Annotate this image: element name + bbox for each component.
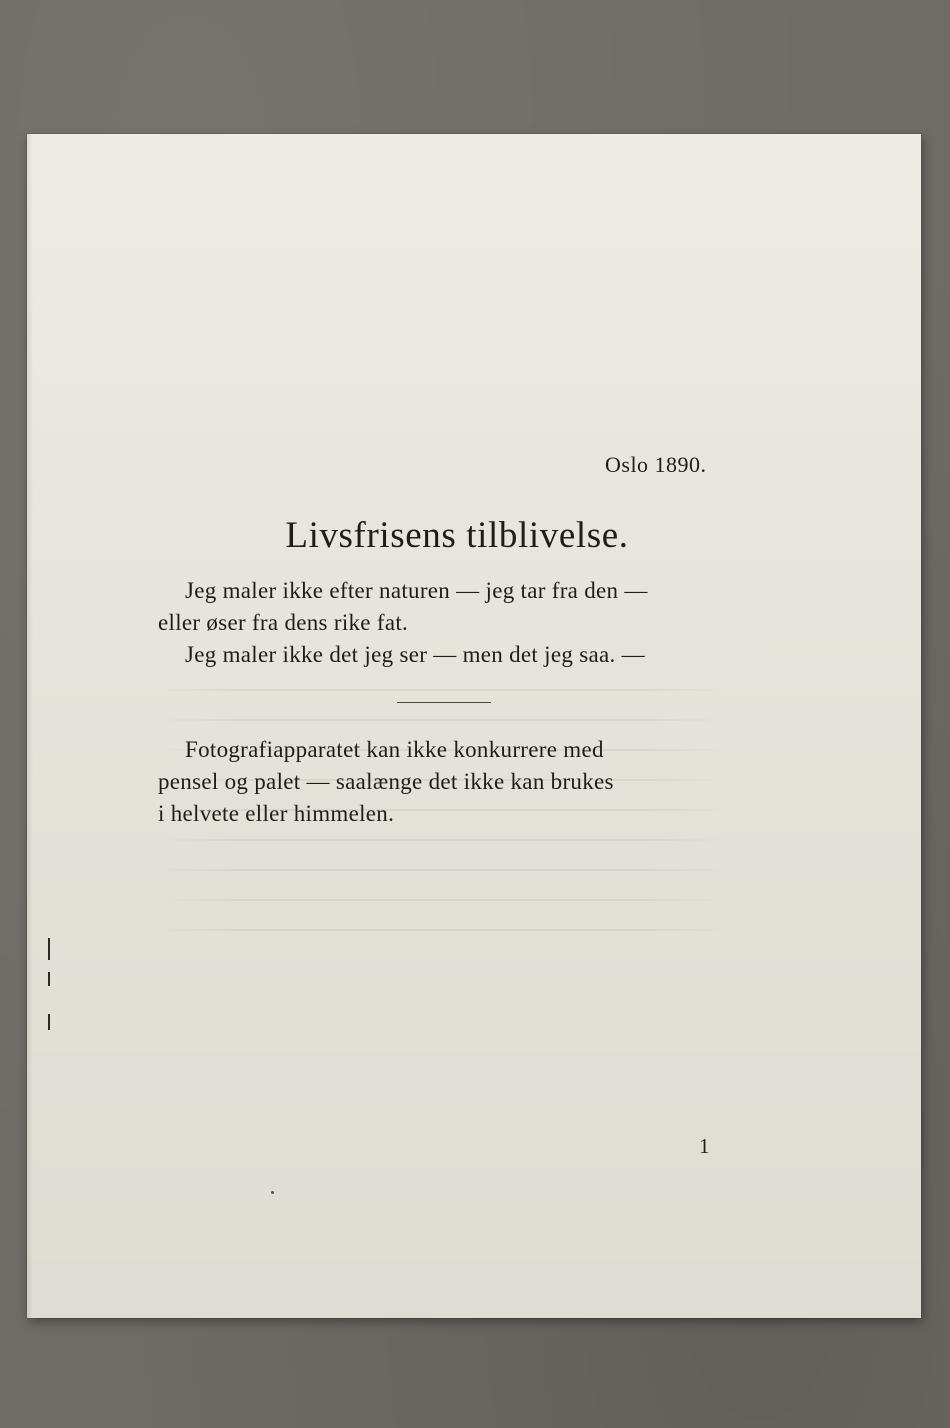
paragraph-line: eller øser fra dens rike fat. <box>158 610 409 635</box>
paragraph-quote <box>158 575 738 671</box>
paragraph-line: Jeg maler ikke det jeg ser — men det jeg saa. — <box>185 642 645 667</box>
paragraph-photography <box>158 734 730 830</box>
book-page <box>27 134 921 1318</box>
paper-speck <box>271 1191 274 1194</box>
section-divider <box>397 702 491 703</box>
margin-mark <box>48 938 50 960</box>
paragraph-line: Fotografiapparatet kan ikke konkurrere med <box>185 737 604 762</box>
paragraph-line: pensel og palet — saalænge det ikke kan brukes <box>158 769 614 794</box>
paragraph-line: i helvete eller himmelen. <box>158 801 395 826</box>
margin-mark <box>48 1014 50 1030</box>
page-edge-shadow <box>27 134 33 1318</box>
date-line: Oslo 1890. <box>605 452 707 477</box>
paragraph-line: Jeg maler ikke efter naturen — jeg tar fra den — <box>185 578 648 603</box>
page-title: Livsfrisens tilblivelse. <box>285 515 629 556</box>
page-number: 1 <box>699 1134 710 1158</box>
margin-mark <box>48 972 50 986</box>
